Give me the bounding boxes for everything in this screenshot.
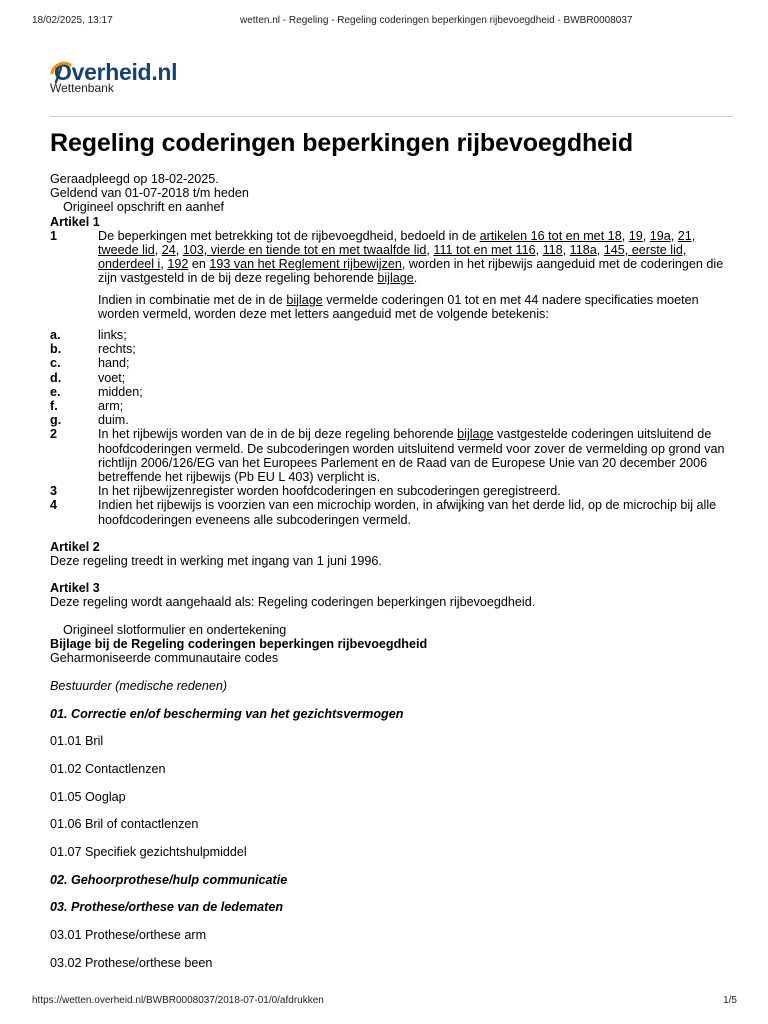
annex-section: Bestuurder (medische redenen) bbox=[50, 678, 228, 693]
artikel-3-text: Deze regeling wordt aangehaald als: Regeling coderingen beperkingen rijbevoegdheid. bbox=[50, 595, 536, 610]
list-item-text: links; bbox=[98, 328, 127, 343]
artikel-2-heading: Artikel 2 bbox=[50, 539, 100, 554]
code-item: 01.01 Bril bbox=[50, 734, 104, 749]
code-item: 03.01 Prothese/orthese arm bbox=[50, 928, 207, 943]
body-text: , bbox=[596, 243, 604, 258]
letter-list-item bbox=[50, 342, 730, 356]
body-text: , bbox=[621, 228, 629, 243]
list-item-text: midden; bbox=[98, 384, 143, 399]
legal-reference-link[interactable]: bijlage bbox=[457, 427, 494, 442]
document-title: Regeling coderingen beperkingen rijbevoegdheid bbox=[50, 129, 633, 157]
document-meta bbox=[50, 172, 730, 215]
body-text: , bbox=[562, 243, 570, 258]
list-item-text: arm; bbox=[98, 399, 124, 414]
preamble-toggle[interactable]: Origineel opschrift en aanhef bbox=[63, 200, 225, 215]
body-text: , bbox=[642, 228, 650, 243]
closing-toggle[interactable]: Origineel slotformulier en ondertekening bbox=[63, 622, 287, 637]
body-text: , bbox=[154, 243, 162, 258]
letter-list-item bbox=[50, 385, 730, 399]
body-text: vermelde coderingen 01 tot en met 44 nadere specificaties moeten worden vermeld, worden deze met letters aangeduid met de volgende betekenis: bbox=[98, 292, 699, 321]
annex-heading: Bijlage bij de Regeling coderingen beperkingen rijbevoegdheid bbox=[50, 636, 428, 651]
letter-list bbox=[50, 328, 730, 427]
body-text: , bbox=[160, 257, 168, 272]
code-category: 03. Prothese/orthese van de ledematen bbox=[50, 900, 284, 915]
list-letter: f. bbox=[50, 399, 58, 414]
code-item: 03.02 Prothese/orthese been bbox=[50, 955, 213, 970]
code-item: 01.07 Specifiek gezichtshulpmiddel bbox=[50, 845, 247, 860]
artikel-2-text: Deze regeling treedt in werking met ingang van 1 juni 1996. bbox=[50, 554, 382, 569]
legal-reference-link[interactable]: 103, vierde en tiende tot en met twaalfde lid bbox=[182, 243, 427, 258]
code-list bbox=[50, 707, 730, 971]
legal-reference-link[interactable]: 145, eerste lid, onderdeel i bbox=[98, 243, 687, 272]
list-item-text: voet; bbox=[98, 370, 126, 385]
print-page-title: wetten.nl - Regeling - Regeling coderingen beperkingen rijbevoegdheid - BWBR0008037 bbox=[240, 15, 633, 26]
letter-list-item bbox=[50, 399, 730, 413]
lid-number: 2 bbox=[50, 427, 58, 442]
list-letter: d. bbox=[50, 370, 62, 385]
body-text: . bbox=[413, 271, 418, 286]
print-url: https://wetten.overheid.nl/BWBR0008037/2018-07-01/0/afdrukken bbox=[32, 995, 324, 1006]
artikel-1-heading: Artikel 1 bbox=[50, 214, 100, 229]
annex-subheading: Geharmoniseerde communautaire codes bbox=[50, 651, 279, 666]
letter-list-item bbox=[50, 413, 730, 427]
body-text: , bbox=[535, 243, 543, 258]
list-item-text: duim. bbox=[98, 413, 129, 428]
print-datetime: 18/02/2025, 13:17 bbox=[32, 15, 113, 26]
legal-reference-link[interactable]: bijlage bbox=[286, 292, 323, 307]
page-number: 1/5 bbox=[723, 995, 737, 1006]
body-text: Indien in combinatie met de in de bbox=[98, 292, 287, 307]
code-item: 01.06 Bril of contactlenzen bbox=[50, 817, 199, 832]
legal-reference-link[interactable]: bijlage bbox=[377, 271, 414, 286]
letter-list-item bbox=[50, 356, 730, 370]
legal-reference-link[interactable]: 193 van het Reglement rijbewijzen bbox=[209, 257, 402, 272]
body-text: en bbox=[188, 257, 210, 272]
legal-reference-link[interactable]: 192 bbox=[167, 257, 189, 272]
list-item-text: hand; bbox=[98, 356, 130, 371]
body-text: , bbox=[175, 243, 183, 258]
letter-list-item bbox=[50, 371, 730, 385]
list-letter: e. bbox=[50, 384, 61, 399]
body-text: In het rijbewijs worden van de in de bij deze regeling behorende bbox=[98, 427, 458, 442]
letter-list-item bbox=[50, 328, 730, 342]
body-text: , bbox=[426, 243, 434, 258]
list-letter: a. bbox=[50, 328, 61, 343]
list-letter: c. bbox=[50, 356, 61, 371]
artikel-1-lid-1 bbox=[50, 229, 730, 321]
code-item: 01.02 Contactlenzen bbox=[50, 761, 166, 776]
artikel-1-lid-4 bbox=[50, 498, 730, 526]
code-category: 02. Gehoorprothese/hulp communicatie bbox=[50, 872, 288, 887]
lid-1-paragraph-2 bbox=[98, 293, 730, 321]
lid-number: 4 bbox=[50, 498, 58, 513]
logo-tld: .nl bbox=[151, 59, 178, 85]
consulted-date: Geraadpleegd op 18-02-2025. bbox=[50, 172, 219, 186]
artikel-1-lid-2 bbox=[50, 427, 730, 484]
body-text: , bbox=[670, 228, 678, 243]
code-item: 01.05 Ooglap bbox=[50, 789, 126, 804]
legal-reference-link[interactable]: 118 bbox=[542, 243, 563, 258]
legal-reference-link[interactable]: 19 bbox=[628, 228, 643, 243]
artikel-1-lid-3 bbox=[50, 484, 730, 498]
lid-2-text bbox=[98, 427, 730, 484]
lid-number: 3 bbox=[50, 484, 58, 499]
logo-subtitle: Wettenbank bbox=[50, 81, 114, 95]
header-divider bbox=[50, 116, 733, 117]
list-item-text: rechts; bbox=[98, 342, 136, 357]
body-text: , worden in het rijbewijs aangeduid met de coderingen die zijn vastgesteld in de bij deze regeling behorende bbox=[98, 257, 724, 286]
lid-number: 1 bbox=[50, 228, 58, 243]
artikel-3-heading: Artikel 3 bbox=[50, 581, 100, 596]
body-text: vastgestelde coderingen uitsluitend de hoofdcoderingen vermeld. De subcoderingen worden uitsluitend vermeld voor zover de vermelding op grond van richtlijn 2006/126/EG van het Europees Parlement en de Raad van de Europese Unie van 20 december 2006 betreffende het rijbewijs (Pb EU L 403) verplicht is. bbox=[98, 427, 725, 485]
lid-1-paragraph-1 bbox=[98, 229, 730, 286]
lid-3-text: In het rijbewijzenregister worden hoofdcoderingen en subcoderingen geregistreerd. bbox=[98, 484, 561, 499]
code-category: 01. Correctie en/of bescherming van het gezichtsvermogen bbox=[50, 706, 404, 721]
list-letter: g. bbox=[50, 413, 62, 428]
legal-reference-link[interactable]: 24 bbox=[161, 243, 176, 258]
document-content bbox=[50, 126, 730, 970]
legal-reference-link[interactable]: 111 tot en met 116 bbox=[433, 243, 536, 258]
list-letter: b. bbox=[50, 342, 62, 357]
legal-reference-link[interactable]: 118a bbox=[569, 243, 597, 258]
lid-4-text: Indien het rijbewijs is voorzien van een microchip worden, in afwijking van het derde lid, op de microchip bij alle hoofdcoderingen eveneens alle subcoderingen vermeld. bbox=[98, 498, 717, 527]
legal-reference-link[interactable]: 21, tweede lid bbox=[98, 228, 696, 258]
body-text: De beperkingen met betrekking tot de rijbevoegdheid, bedoeld in de bbox=[98, 228, 480, 243]
legal-reference-link[interactable]: 19a bbox=[649, 228, 671, 243]
logo-wordmark: Overheid bbox=[54, 59, 152, 85]
legal-reference-link[interactable]: artikelen 16 tot en met 18 bbox=[479, 228, 622, 243]
valid-period: Geldend van 01-07-2018 t/m heden bbox=[50, 186, 249, 201]
